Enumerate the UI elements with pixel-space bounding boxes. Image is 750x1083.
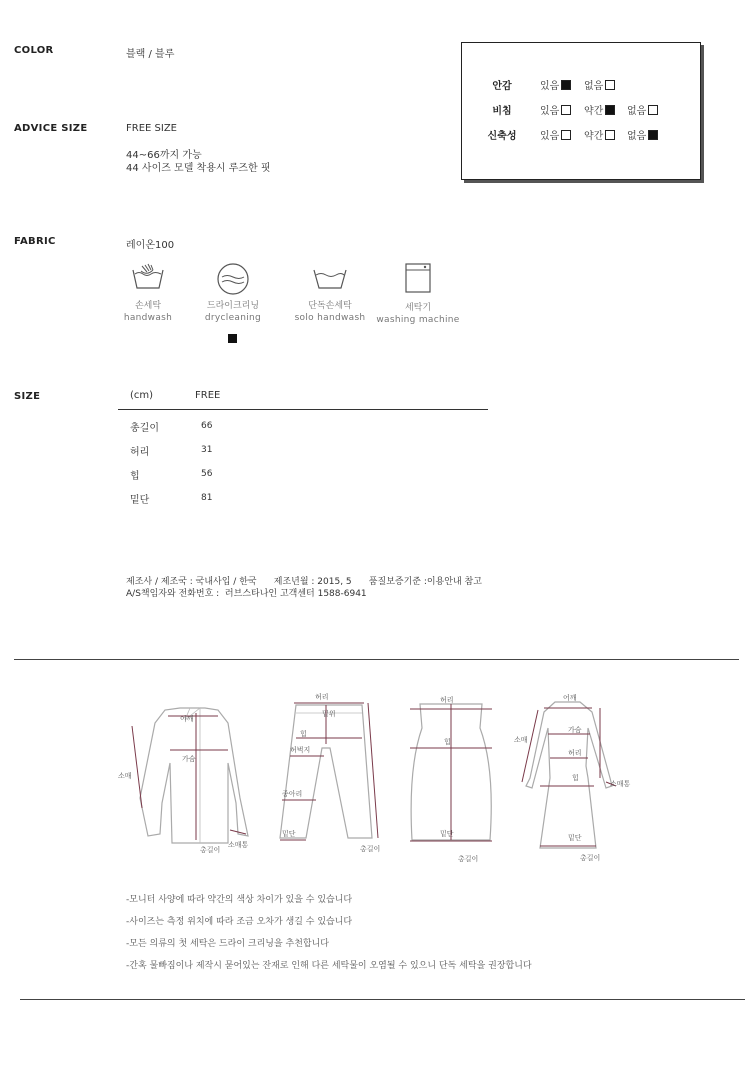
dress-cuff-label: 소매통 [610,780,631,788]
color-value: 블랙 / 블루 [126,49,175,60]
skirt-hem-label: 밑단 [440,830,454,838]
care-kr-label: 드라이크리닝 [206,301,260,311]
size-row [130,467,330,481]
pants-thigh-label: 허벅지 [290,746,311,754]
checkbox-icon [648,105,658,115]
advice-size-label: ADVICE SIZE [14,123,88,134]
size-row-value: 66 [201,421,213,431]
measurement-diagrams [110,688,650,868]
skirt-waist-label: 허리 [440,696,454,704]
property-name: 신축성 [487,131,517,142]
size-row [130,491,330,505]
checkbox-icon [561,105,571,115]
size-row-name: 힙 [130,471,140,482]
care-en-label: solo handwash [294,313,366,323]
care-en-label: drycleaning [204,313,262,323]
checkbox-icon [561,130,571,140]
size-row-value: 81 [201,493,213,503]
dress-sleeve-label: 소매 [514,736,528,744]
property-option: 없음 [627,102,658,117]
property-box [461,42,701,180]
dress-length-label: 총길이 [580,854,601,862]
advice-size-line1: 44~66까지 가능 [126,150,202,161]
size-row-value: 31 [201,445,213,455]
care-kr-label: 손세탁 [134,301,162,311]
checkbox-icon [648,130,658,140]
drycleaning-icon [216,262,250,296]
property-option: 약간 [584,102,615,117]
skirt-diagram [410,695,492,863]
care-en-label: washing machine [376,315,460,325]
property-option: 없음 [584,77,615,92]
care-washing-machine [373,262,463,325]
pants-hip-label: 힙 [300,730,307,738]
size-row-name: 총길이 [130,423,159,434]
note-line: -모니터 사양에 따라 약간의 색상 차이가 있을 수 있습니다 [126,895,353,905]
size-unit: (cm) [130,390,154,401]
washing-machine-icon [404,262,432,294]
dress-waist-label: 허리 [568,749,582,757]
property-option: 약간 [584,127,615,142]
size-table-divider [118,409,488,410]
property-name: 비침 [492,106,512,117]
pants-diagram [280,692,380,853]
shirt-sleeve-label: 소매 [118,772,132,780]
dress-shoulder-label: 어깨 [563,694,577,702]
pants-knee-label: 종아리 [282,790,303,798]
size-column-header: FREE [195,390,221,401]
color-label: COLOR [14,45,54,56]
advice-size-line2: 44 사이즈 모델 착용시 루즈한 핏 [126,163,271,174]
dress-chest-label: 가슴 [568,726,582,734]
note-line: -모든 의류의 첫 세탁은 드라이 크리닝을 추천합니다 [126,939,329,949]
fabric-label: FABRIC [14,236,56,247]
dress-hip-label: 힙 [572,774,579,782]
dress-diagram [514,693,631,862]
care-en-label: handwash [123,313,173,323]
note-line: -간혹 물빠짐이나 제작시 묻어있는 잔재로 인해 다른 세탁물이 오염될 수 있으니 단독 세탁을 권장합니다 [126,961,532,971]
size-row-name: 밑단 [130,495,150,506]
checkbox-icon [605,80,615,90]
bottom-divider [20,999,745,1000]
shirt-chest-label: 가슴 [182,755,196,763]
pants-hem-label: 밑단 [282,830,296,838]
size-row [130,443,330,457]
care-drycleaning [188,262,278,323]
shirt-diagram [118,708,249,854]
property-option: 있음 [540,102,571,117]
maker-info-line1: 제조사 / 제조국 : 국내사입 / 한국 제조년월 : 2015, 5 품질보증기준 :이용안내 참고 [126,577,482,587]
pants-length-label: 총길이 [360,845,381,853]
shirt-cuff-label: 소매통 [228,841,249,849]
property-name: 안감 [492,81,512,92]
pants-rise-label: 밑위 [322,710,336,718]
fabric-value: 레이온100 [126,240,175,251]
shirt-length-label: 총길이 [200,846,221,854]
pants-waist-label: 허리 [315,693,329,701]
size-label: SIZE [14,391,41,402]
care-kr-label: 세탁기 [404,303,432,313]
shirt-shoulder-label: 어깨 [180,715,194,723]
drycleaning-selected-mark [228,334,237,343]
section-divider [14,659,739,660]
maker-info-line2: A/S책임자와 전화번호 : 러브스타나인 고객센터 1588-6941 [126,589,367,599]
property-row-stretch [462,127,700,141]
care-kr-label: 단독손세탁 [308,301,352,311]
dress-hem-label: 밑단 [568,834,582,842]
property-option: 있음 [540,127,571,142]
care-handwash [103,262,193,323]
property-option: 없음 [627,127,658,142]
size-row-name: 허리 [130,447,150,458]
note-line: -사이즈는 측정 위치에 따라 조금 오차가 생길 수 있습니다 [126,917,353,927]
size-row-value: 56 [201,469,213,479]
handwash-icon [131,262,165,292]
skirt-length-label: 총길이 [458,855,479,863]
property-row-lining [462,77,700,91]
property-option: 있음 [540,77,571,92]
checkbox-icon [561,80,571,90]
care-solo-handwash [285,262,375,323]
advice-size-value: FREE SIZE [126,123,177,134]
checkbox-icon [605,130,615,140]
skirt-hip-label: 힙 [444,738,451,746]
solo-handwash-icon [312,262,348,292]
size-row [130,419,330,433]
checkbox-icon [605,105,615,115]
property-row-seethrough [462,102,700,116]
